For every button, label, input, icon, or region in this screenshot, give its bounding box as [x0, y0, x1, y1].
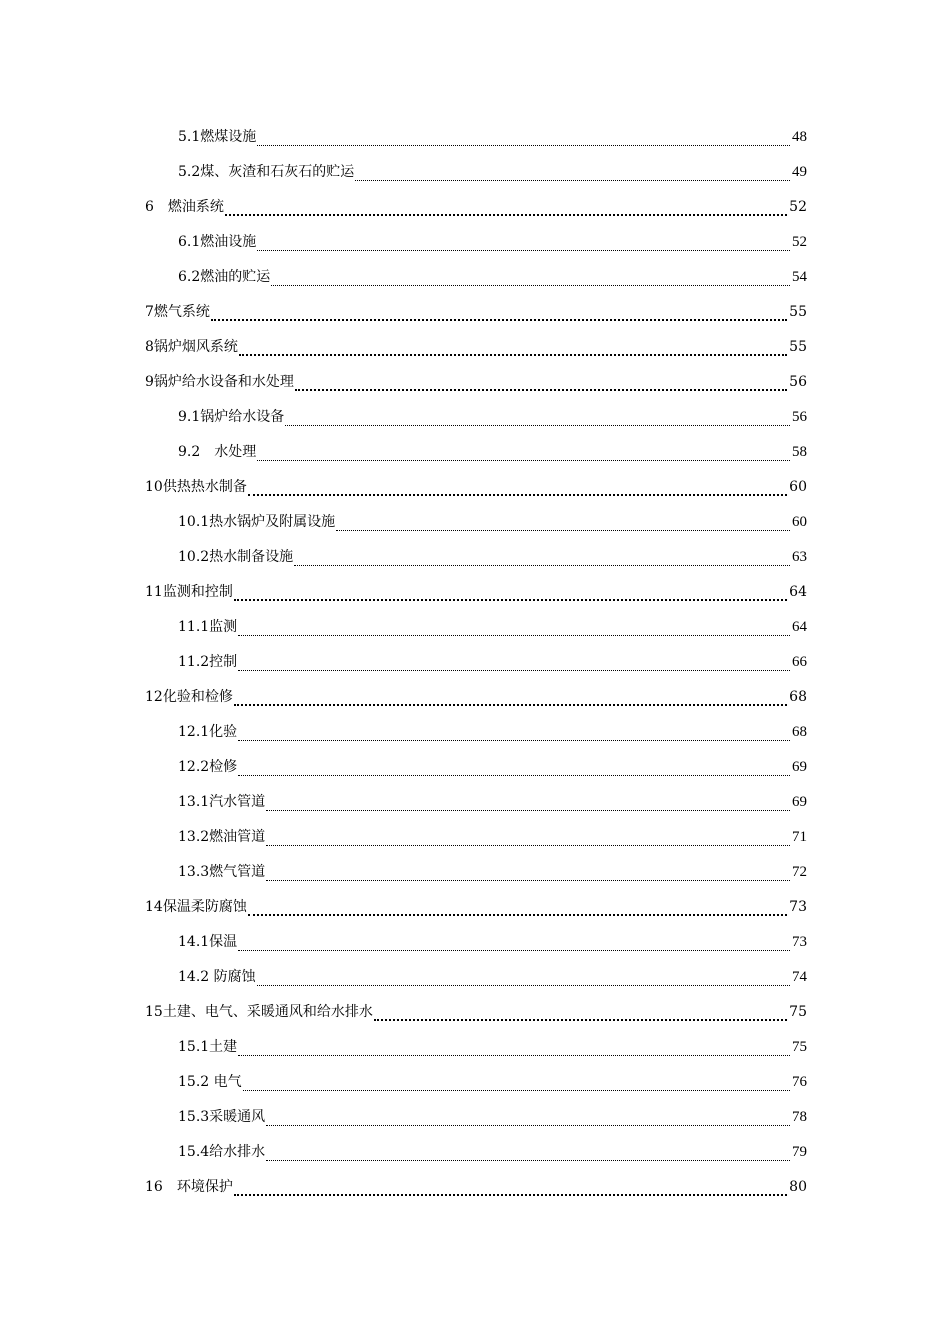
toc-dot-leader [293, 540, 792, 575]
toc-entry[interactable] [145, 750, 807, 785]
toc-entry-title: 10.2热水制备设施 [178, 549, 294, 565]
toc-entry[interactable] [145, 610, 807, 645]
table-of-contents [145, 120, 807, 1205]
toc-entry-title: 13.1汽水管道 [178, 794, 266, 810]
toc-entry-page-number: 73 [792, 934, 807, 950]
toc-entry-title: 13.2燃油管道 [178, 829, 266, 845]
toc-dot-leader [237, 645, 792, 680]
toc-entry[interactable] [145, 715, 807, 750]
toc-entry-page-number: 58 [792, 444, 807, 460]
toc-entry[interactable] [145, 400, 807, 435]
toc-entry[interactable] [145, 890, 807, 925]
toc-entry-page-number: 49 [792, 164, 807, 180]
toc-entry[interactable] [145, 365, 807, 400]
toc-entry-title: 12化验和检修 [145, 689, 233, 705]
toc-entry[interactable] [145, 925, 807, 960]
toc-dot-leader [233, 575, 789, 610]
toc-entry[interactable] [145, 540, 807, 575]
toc-dot-leader [294, 365, 789, 400]
toc-dot-leader [256, 225, 792, 260]
toc-dot-leader [237, 715, 792, 750]
toc-entry[interactable] [145, 295, 807, 330]
toc-entry-title: 11.2控制 [178, 654, 238, 670]
toc-entry[interactable] [145, 225, 807, 260]
toc-entry-title: 15.4给水排水 [178, 1144, 266, 1160]
toc-dot-leader [284, 400, 792, 435]
toc-entry-page-number: 75 [789, 1004, 807, 1020]
toc-entry-title: 10供热热水制备 [145, 479, 247, 495]
toc-entry[interactable] [145, 1100, 807, 1135]
toc-entry-title: 10.1热水锅炉及附属设施 [178, 514, 336, 530]
toc-entry-page-number: 69 [792, 759, 807, 775]
toc-entry[interactable] [145, 680, 807, 715]
toc-dot-leader [237, 1030, 792, 1065]
toc-dot-leader [224, 190, 789, 225]
toc-dot-leader [256, 435, 792, 470]
toc-entry[interactable] [145, 190, 807, 225]
toc-entry-title: 12.1化验 [178, 724, 238, 740]
toc-entry-page-number: 68 [789, 689, 807, 705]
toc-entry-title: 16 环境保护 [145, 1179, 233, 1195]
toc-entry-page-number: 74 [792, 969, 807, 985]
toc-dot-leader [237, 750, 792, 785]
toc-dot-leader [238, 330, 789, 365]
toc-entry-page-number: 60 [789, 479, 807, 495]
toc-entry[interactable] [145, 1135, 807, 1170]
toc-entry-page-number: 73 [789, 899, 807, 915]
toc-entry-page-number: 68 [792, 724, 807, 740]
toc-entry[interactable] [145, 155, 807, 190]
toc-dot-leader [242, 1065, 792, 1100]
toc-entry-page-number: 48 [792, 129, 807, 145]
toc-entry[interactable] [145, 855, 807, 890]
toc-entry-title: 7燃气系统 [145, 304, 210, 320]
toc-entry-title: 15.1土建 [178, 1039, 238, 1055]
toc-dot-leader [265, 785, 792, 820]
toc-entry[interactable] [145, 120, 807, 155]
toc-entry[interactable] [145, 820, 807, 855]
toc-entry[interactable] [145, 1065, 807, 1100]
toc-dot-leader [265, 1100, 792, 1135]
toc-dot-leader [373, 995, 789, 1030]
toc-entry-title: 15.3采暖通风 [178, 1109, 266, 1125]
toc-entry[interactable] [145, 505, 807, 540]
toc-dot-leader [270, 260, 792, 295]
toc-dot-leader [256, 960, 792, 995]
toc-entry-title: 14.2 防腐蚀 [178, 969, 256, 985]
toc-entry-page-number: 78 [792, 1109, 807, 1125]
toc-entry[interactable] [145, 960, 807, 995]
toc-entry-page-number: 75 [792, 1039, 807, 1055]
toc-dot-leader [265, 820, 792, 855]
toc-dot-leader [265, 855, 792, 890]
toc-entry-title: 9.2 水处理 [178, 444, 257, 460]
toc-dot-leader [233, 680, 789, 715]
toc-entry-title: 15.2 电气 [178, 1074, 242, 1090]
toc-entry-page-number: 71 [792, 829, 807, 845]
toc-entry-page-number: 80 [789, 1179, 807, 1195]
toc-entry-title: 6.1燃油设施 [178, 234, 257, 250]
toc-entry-title: 13.3燃气管道 [178, 864, 266, 880]
toc-dot-leader [256, 120, 792, 155]
toc-entry-page-number: 56 [789, 374, 807, 390]
toc-entry[interactable] [145, 470, 807, 505]
toc-entry-page-number: 63 [792, 549, 807, 565]
toc-entry-title: 9.1锅炉给水设备 [178, 409, 285, 425]
toc-entry-page-number: 55 [789, 339, 807, 355]
toc-dot-leader [237, 925, 792, 960]
toc-entry-title: 14.1保温 [178, 934, 238, 950]
toc-entry-page-number: 76 [792, 1074, 807, 1090]
toc-entry-title: 11.1监测 [178, 619, 238, 635]
toc-entry-page-number: 66 [792, 654, 807, 670]
toc-entry-page-number: 64 [792, 619, 807, 635]
toc-entry[interactable] [145, 575, 807, 610]
toc-entry-page-number: 56 [792, 409, 807, 425]
toc-entry-title: 6.2燃油的贮运 [178, 269, 271, 285]
toc-dot-leader [237, 610, 792, 645]
toc-entry-title: 14保温柔防腐蚀 [145, 899, 247, 915]
toc-entry-page-number: 60 [792, 514, 807, 530]
toc-dot-leader [247, 470, 789, 505]
toc-entry[interactable] [145, 260, 807, 295]
toc-entry-page-number: 79 [792, 1144, 807, 1160]
toc-entry[interactable] [145, 330, 807, 365]
toc-dot-leader [265, 1135, 792, 1170]
toc-entry-title: 8锅炉烟风系统 [145, 339, 238, 355]
toc-entry[interactable] [145, 1030, 807, 1065]
toc-entry[interactable] [145, 435, 807, 470]
toc-entry-title: 15土建、电气、采暖通风和给水排水 [145, 1004, 373, 1020]
toc-entry-page-number: 69 [792, 794, 807, 810]
toc-dot-leader [335, 505, 792, 540]
toc-entry-page-number: 52 [792, 234, 807, 250]
toc-dot-leader [247, 890, 789, 925]
toc-entry-title: 5.1燃煤设施 [178, 129, 257, 145]
toc-entry-title: 12.2检修 [178, 759, 238, 775]
toc-entry-page-number: 64 [789, 584, 807, 600]
toc-entry-page-number: 52 [789, 199, 807, 215]
toc-dot-leader [210, 295, 789, 330]
toc-entry-page-number: 72 [792, 864, 807, 880]
toc-entry-page-number: 54 [792, 269, 807, 285]
toc-entry[interactable] [145, 1170, 807, 1205]
toc-dot-leader [354, 155, 792, 190]
toc-entry-page-number: 55 [789, 304, 807, 320]
toc-entry[interactable] [145, 785, 807, 820]
toc-entry-title: 5.2煤、灰渣和石灰石的贮运 [178, 164, 355, 180]
toc-entry[interactable] [145, 645, 807, 680]
toc-dot-leader [233, 1170, 789, 1205]
toc-entry-title: 9锅炉给水设备和水处理 [145, 374, 294, 390]
toc-entry-title: 11监测和控制 [145, 584, 233, 600]
toc-entry[interactable] [145, 995, 807, 1030]
toc-entry-title: 6 燃油系统 [145, 199, 224, 215]
